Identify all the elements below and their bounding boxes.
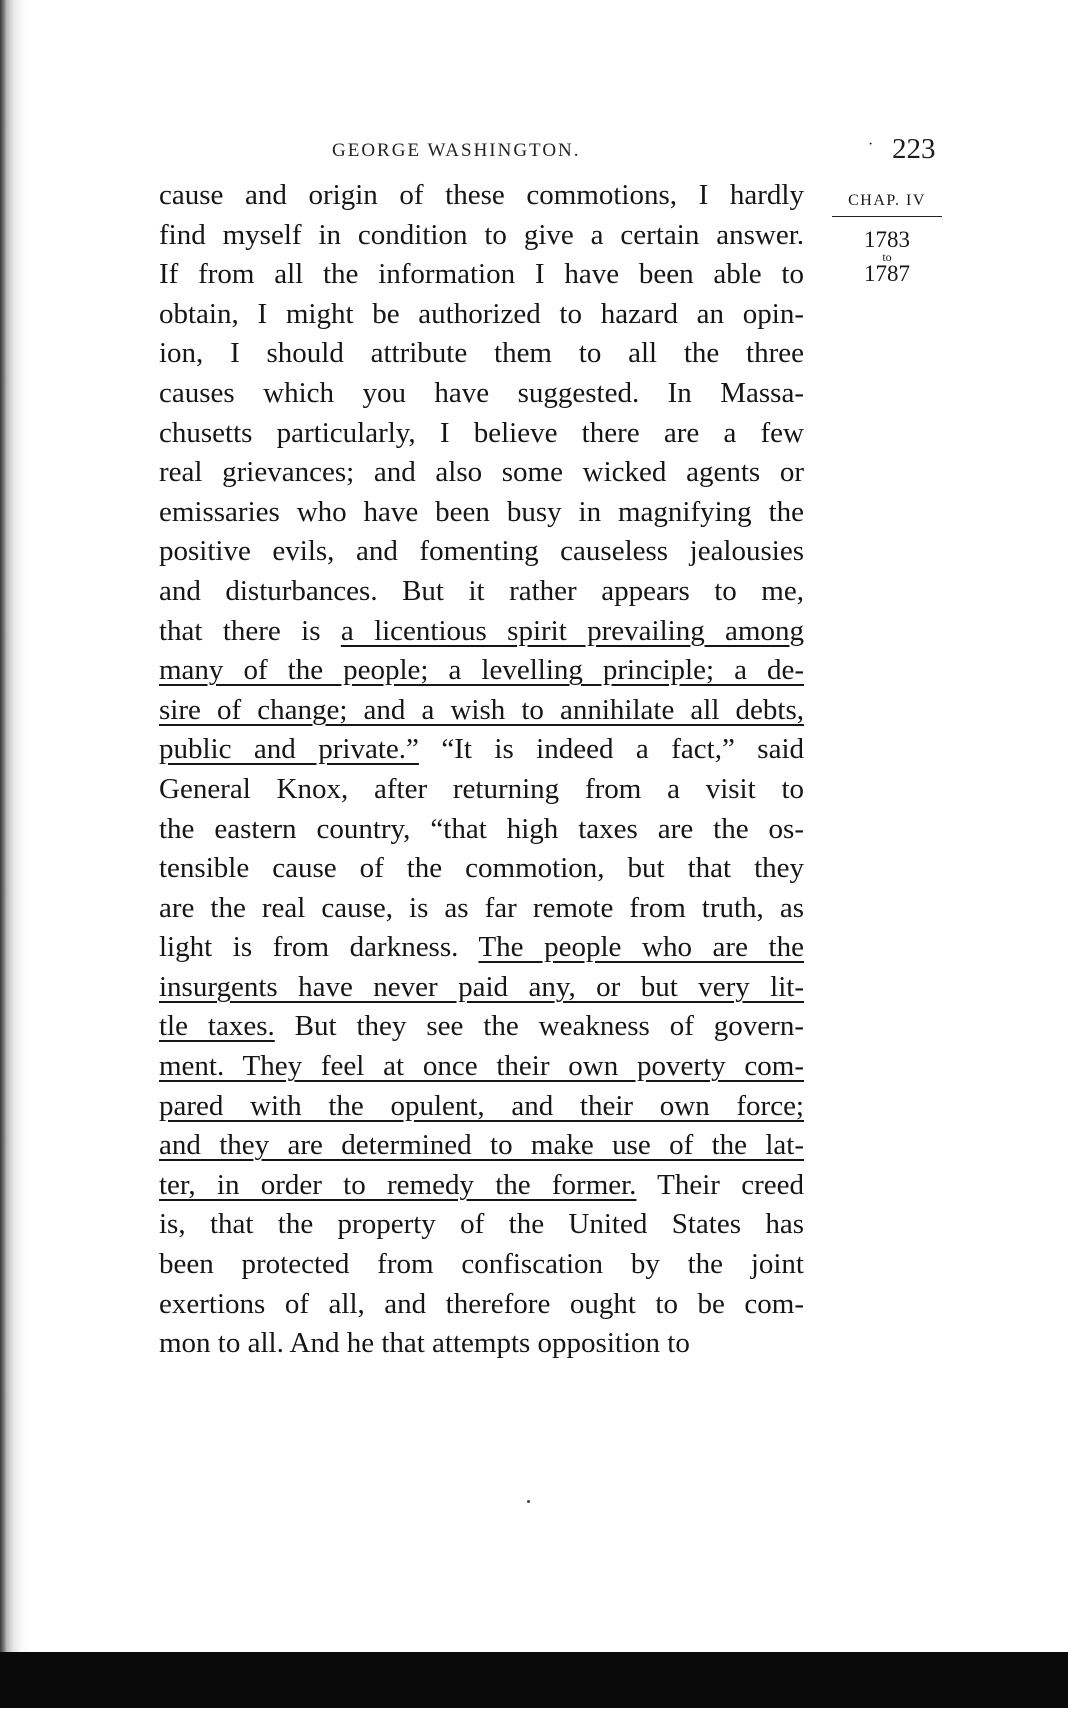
underlined-line: pared with the opulent, and their own force; [159,1089,804,1122]
text-line: is, that the property of the United States has [159,1208,804,1241]
text-line: causes which you have suggested. In Massa- [159,376,804,409]
text-segment: “It is indeed a fact,” said [418,733,804,766]
text-line [159,1166,804,1206]
text-line: cause and origin of these commotions, I hardly [159,179,804,211]
underlined-line: sire of change; and a wish to annihilate all debts, [159,693,804,726]
text-segment: But they see the weakness of govern- [274,1010,804,1043]
underlined-passage: ter, in order to remedy the former. [159,1168,637,1201]
margin-note [832,192,942,285]
text-segment: Their creed [636,1168,804,1201]
underlined-passage: The people who are the [478,931,804,964]
text-line: the eastern country, “that high taxes are the os- [159,812,804,845]
text-line: emissaries who have been busy in magnifying the [159,495,804,528]
text-line: mon to all. And he that attempts opposition to [159,1327,690,1360]
underlined-line: ment. They feel at once their own poverty com- [159,1050,804,1083]
underlined-line: and they are determined to make use of the lat- [159,1129,804,1162]
underlined-line: many of the people; a levelling principle; a de- [159,654,804,687]
year-start: 1783 [864,227,910,252]
underlined-line: insurgents have never paid any, or but very lit- [159,970,804,1003]
text-line: been protected from confiscation by the joint [159,1248,804,1281]
page-mark: · [868,136,874,153]
text-line: exertions of all, and therefore ought to be com- [159,1287,804,1320]
text-line: positive evils, and fomenting causeless jealousies [159,535,804,568]
text-line: find myself in condition to give a certain answer. [159,218,804,251]
underlined-passage: a licentious spirit prevailing among [340,614,804,647]
body-text [159,176,804,1364]
text-line: are the real cause, is as far remote from truth, as [159,891,804,924]
chapter-label: CHAP. IV [832,192,942,217]
text-line: obtain, I might be authorized to hazard an opin- [159,297,804,330]
text-line [159,612,804,652]
page-number: 223 [892,133,936,165]
page-binding-edge [0,0,30,1700]
ink-speck [527,1500,530,1503]
year-end: 1787 [864,261,910,286]
text-line: and disturbances. But it rather appears to me, [159,574,804,607]
year-range-word: to [882,250,892,264]
running-head: GEORGE WASHINGTON. [332,140,581,161]
underlined-passage: public and private.” [159,733,419,766]
text-line: tensible cause of the commotion, but that they [159,852,804,885]
text-line [159,928,804,968]
text-segment: light is from darkness. [159,931,479,964]
text-segment: that there is [159,614,341,647]
text-line [159,730,804,770]
underlined-passage: tle taxes. [159,1010,275,1043]
text-line [159,1007,804,1047]
scan-bottom-band [0,1652,1068,1708]
text-line: If from all the information I have been able to [159,258,804,291]
text-line: ion, I should attribute them to all the three [159,337,804,370]
text-line: real grievances; and also some wicked agents or [159,456,804,489]
text-line: General Knox, after returning from a visit to [159,772,804,805]
text-line: chusetts particularly, I believe there are a few [159,416,804,449]
